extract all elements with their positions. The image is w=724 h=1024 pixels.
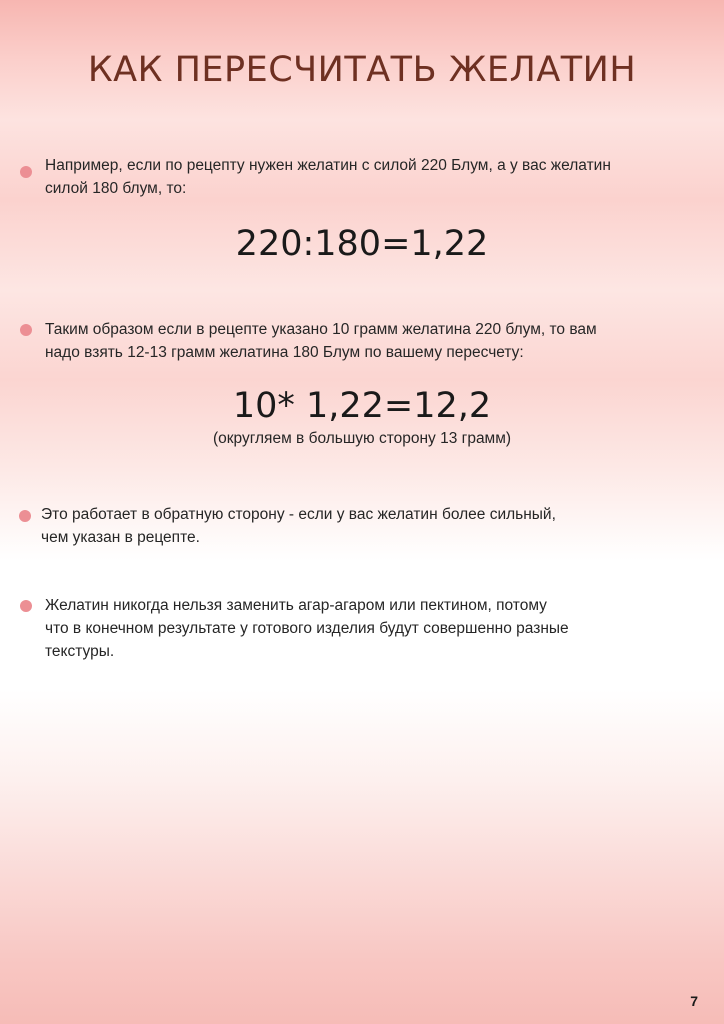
paragraph-line: Например, если по рецепту нужен желатин с силой 220 Блум, а у вас желатин	[45, 157, 611, 174]
paragraph-line: надо взять 12-13 грамм желатина 180 Блум по вашему пересчету:	[45, 344, 524, 361]
paragraph-line: что в конечном результате у готового изделия будут совершенно разные	[45, 620, 569, 637]
paragraph-line: Это работает в обратную сторону - если у вас желатин более сильный,	[41, 506, 556, 523]
bullet-dot	[20, 166, 32, 178]
paragraph-3	[41, 503, 556, 549]
paragraph-2	[45, 318, 597, 364]
paragraph-line: чем указан в рецепте.	[41, 529, 200, 546]
paragraph-4	[45, 594, 569, 663]
paragraph-line: силой 180 блум, то:	[45, 180, 187, 197]
page-title: КАК ПЕРЕСЧИТАТЬ ЖЕЛАТИН	[87, 50, 637, 90]
paragraph-line: Желатин никогда нельзя заменить агар-агаром или пектином, потому	[45, 597, 547, 614]
bullet-dot	[19, 510, 31, 522]
paragraph-line: Таким образом если в рецепте указано 10 грамм желатина 220 блум, то вам	[45, 321, 597, 338]
paragraph-line: текстуры.	[45, 643, 115, 660]
bullet-dot	[20, 600, 32, 612]
bullet-dot	[20, 324, 32, 336]
formula-ratio: 220:180=1,22	[235, 224, 489, 264]
page-number: 7	[690, 993, 698, 1009]
paragraph-1	[45, 154, 611, 200]
formula-note: (округляем в большую сторону 13 грамм)	[212, 430, 512, 447]
formula-result: 10* 1,22=12,2	[232, 386, 492, 426]
